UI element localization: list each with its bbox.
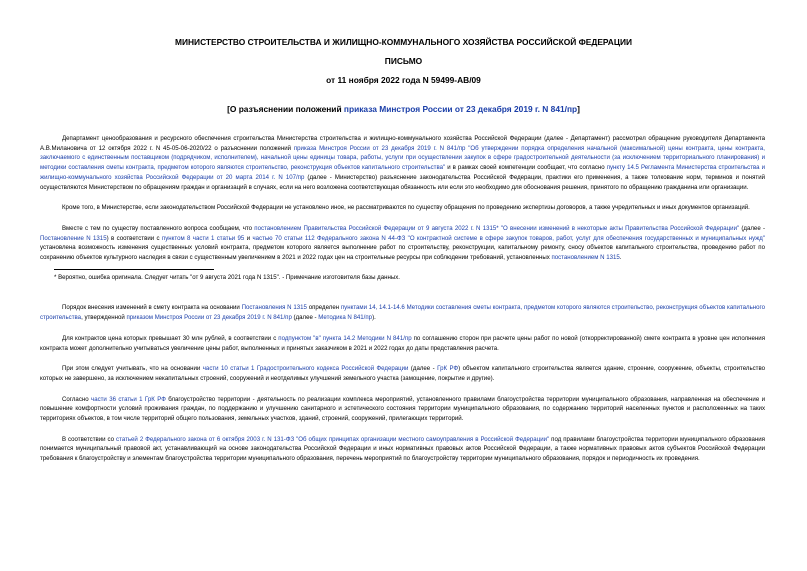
text: по соглашению сторон при расчете цены работ по новой (откорректированной) смете контракта в уровне цен исполнения контракта может дополнительно учитываться увеличение цены работ, выполненных и принятых заказчиком в 2021 и 2022 годах до даты представления расчета.	[40, 334, 765, 352]
text: Для контрактов цена которых превышает 30 млн рублей, в соответствии с	[62, 334, 279, 342]
link-subpoint-14-2[interactable]: подпунктом "в" пункта 14.2 Методики N 841/пр	[278, 334, 412, 342]
document-date: от 11 ноября 2022 года N 59499-АВ/09	[326, 75, 481, 85]
text: Департамент ценообразования и ресурсного обеспечения строительства Министерства строительства и жилищно-коммунального хозяйства Российской Федерации (далее - Департамент) рассмотрел обращение руководителя Департамента А.В.Милановича от 12 октября 2022 г. N 45-05-06-2020/22 о разъяснении положений	[40, 135, 765, 152]
text: благоустройство территории - деятельность по реализации комплекса мероприятий, установленного правилами благоустройства территории муниципального образования, направленная на обеспечение и повышение комфортности условий проживания граждан, по поддержанию и улучшению санитарного и эстетического состояния территории муниципального образования, по содержанию территорий населенных пунктов и расположенных на таких территориях объектов, в том числе территорий общего пользования, земельных участков, зданий, строений, сооружений, прилегающих территорий.	[40, 395, 765, 423]
text: Порядок внесения изменений в смету контракта на основании	[62, 304, 242, 312]
text: определен	[306, 304, 341, 312]
text: Вместе с тем по существу поставленного вопроса сообщаем, что	[62, 224, 255, 232]
paragraph-3	[40, 224, 765, 263]
document-body	[40, 134, 765, 475]
spacer	[40, 293, 765, 303]
paragraph-6	[40, 364, 765, 383]
text: При этом следует учитывать, что на основании	[62, 365, 203, 373]
link-postanovlenie-1315-b[interactable]: постановлением N 1315	[551, 254, 620, 262]
text: (далее - Министерство) разъяснение законодательства Российской Федерации, практики его применения, а также толкование норм, терминов и понятий осуществляются Министерством по обращениям граждан и организаций в случаях, если на него возложена соответствующая обязанность или если это необходимо для обоснования решения, принятого по обращению гражданина или организации.	[40, 173, 766, 191]
text: .	[619, 254, 622, 262]
text: установлена возможность изменения существенных условий контракта, предметом которого является выполнение работ по строительству, реконструкции, капитальному ремонту, сносу объектов капитального строительства, проведению работ по сохранению объектов культурного наследия в связи с существенным увеличением в 2021 и 2022 годах цен на строительные ресурсы при соблюдении требований, установленных	[40, 244, 765, 262]
subject-suffix: ]	[577, 104, 580, 114]
text: ).	[372, 314, 376, 322]
link-postanovlenie-1315[interactable]: постановлением Правительства Российской Федерации от 9 августа 2022 г. N 1315* "О внесении изменений в некоторые акты Правительства Российской Федерации"	[254, 224, 740, 232]
text: Согласно	[62, 395, 92, 403]
link-metodika-points[interactable]: пунктами 14, 14.1-14.6 Методики составления сметы контракта, предметом которого являются строительство, реконструкция объектов капитального строительства	[40, 304, 766, 322]
text: , утвержденной	[81, 314, 127, 322]
paragraph-5	[40, 334, 765, 353]
text: под правилами благоустройства территории муниципального образования понимается муниципальный правовой акт, устанавливающий на основе законодательства Российской Федерации и иных нормативных правовых актов Российской Федерации, а также нормативных правовых актов субъектов Российской Федерации требования к благоустройству и элементам благоустройства территории муниципального образования, перечень мероприятий по благоустройству территории муниципального образования, порядок и периодичность их проведения.	[40, 435, 765, 463]
link-metodika-841[interactable]: Методика N 841/пр	[318, 314, 373, 322]
link-order-841-b[interactable]: приказом Минстроя России от 23 декабря 2019 г. N 841/пр	[126, 314, 292, 322]
document-type: ПИСЬМО	[384, 56, 423, 66]
paragraph-8	[40, 435, 765, 464]
link-article-95[interactable]: пунктом 8 части 1 статьи 95	[161, 234, 245, 242]
subject-link[interactable]: приказа Минстроя России от 23 декабря 2019 г. N 841/пр	[343, 104, 578, 114]
link-grk-part-36[interactable]: части 36 статьи 1 ГрК РФ	[91, 395, 166, 403]
ministry-title: МИНИСТЕРСТВО СТРОИТЕЛЬСТВА И ЖИЛИЩНО-КОММУНАЛЬНОГО ХОЗЯЙСТВА РОССИЙСКОЙ ФЕДЕРАЦИИ	[175, 37, 632, 47]
paragraph-7	[40, 395, 765, 424]
paragraph-4	[40, 303, 765, 322]
footnote-separator	[54, 269, 214, 270]
text: (далее -	[408, 365, 438, 373]
subject-prefix: [О разъяснении положений	[227, 104, 344, 114]
paragraph-1	[40, 134, 765, 192]
link-order-841[interactable]: приказа Минстроя России от 23 декабря 2019 г. N 841/пр "Об утверждении порядка определения начальной (максимальной) цены контракта, цены контракта, заключаемого с единственным поставщиком (подрядчиком, исполнителем), начальной цены единицы товара, работы, услуги при осуществлении закупок в сфере градостроительной деятельности (за исключением территориального планирования) и методики составления сметы контракта, предметом которого являются строительство, реконструкция объектов капитального строительства"	[40, 144, 766, 172]
text: ) объектом капитального строительства является здание, строение, сооружение, объекты, строительство которых не завершено, за исключением некапитальных строений, сооружений и неотделимых улучшений земельного участка (замощение, покрытие и другие).	[40, 365, 766, 382]
footnote: * Вероятно, ошибка оригинала. Следует читать "от 9 августа 2021 года N 1315". - Примечание изготовителя базы данных.	[54, 273, 400, 281]
text: и в рамках своей компетенции сообщает, что согласно	[445, 164, 607, 172]
link-reglament[interactable]: пункту 14.5 Регламента Министерства строительства и жилищно-коммунального хозяйства Российской Федерации от 20 марта 2014 г. N 107/пр	[40, 164, 765, 181]
link-131fz[interactable]: статьей 2 Федерального закона от 6 октября 2003 г. N 131-ФЗ "Об общих принципах организации местного самоуправления в Российской Федерации"	[116, 435, 550, 443]
text: ) в соответствии с	[106, 234, 162, 242]
document-subject	[0, 104, 807, 114]
link-grk-part-10[interactable]: части 10 статьи 1 Градостроительного кодекса Российской Федерации	[202, 365, 409, 373]
text: (далее -	[739, 224, 765, 232]
paragraph-2: Кроме того, в Министерстве, если законодательством Российской Федерации не установлено иное, не рассматриваются по существу обращения по проведению экспертизы договоров, а также учредительных и иных документов организаций.	[62, 204, 750, 212]
link-44fz[interactable]: частью 70 статьи 112 Федерального закона N 44-ФЗ "О контрактной системе в сфере закупок товаров, работ, услуг для обеспечения государственных и муниципальных нужд"	[252, 234, 765, 242]
text: (далее -	[291, 314, 319, 322]
link-postanovlenie-1315-c[interactable]: Постановления N 1315	[241, 304, 307, 312]
text: В соответствии со	[62, 435, 117, 443]
text: и	[244, 234, 253, 242]
link-postanovlenie-short[interactable]: Постановление N 1315	[40, 234, 107, 242]
link-grk[interactable]: ГрК РФ	[437, 365, 459, 373]
